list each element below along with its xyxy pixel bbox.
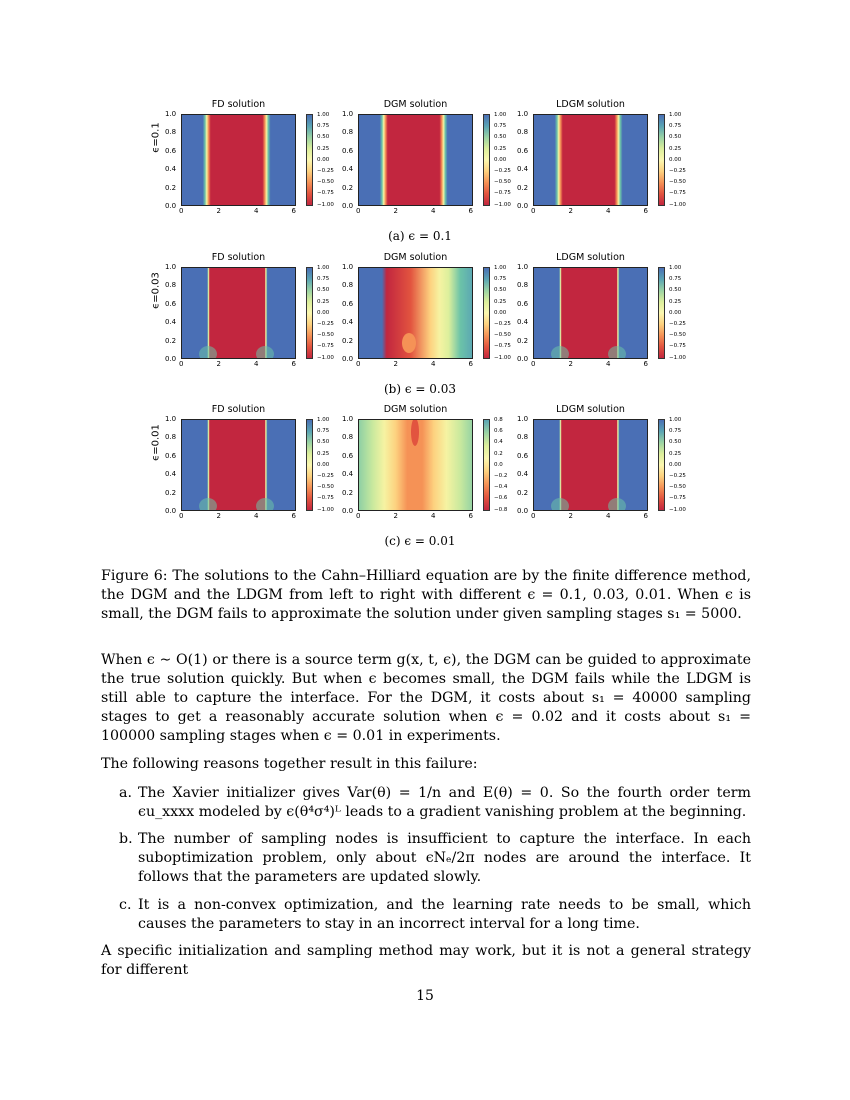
y-tick-label: 0.6 bbox=[342, 299, 354, 308]
y-tick-label: 1.0 bbox=[165, 415, 177, 423]
colorbar-tick-label: 0.50 bbox=[494, 134, 507, 141]
colorbar-tick-label: 0.25 bbox=[494, 145, 507, 152]
panel-title: FD solution bbox=[211, 404, 266, 415]
y-tick-label: 0.8 bbox=[165, 433, 177, 442]
y-tick-label: 0.8 bbox=[342, 281, 354, 290]
colorbar-tick-label: −0.25 bbox=[317, 473, 334, 479]
panel-title: LDGM solution bbox=[556, 252, 625, 263]
list-item-label: a. bbox=[119, 785, 132, 801]
x-tick-label: 6 bbox=[468, 512, 473, 520]
y-tick-label: 0.4 bbox=[517, 165, 529, 174]
y-tick-label: 1.0 bbox=[165, 110, 177, 118]
y-tick-label: 0.8 bbox=[517, 128, 529, 137]
x-tick-label: 0 bbox=[356, 360, 361, 368]
colorbar bbox=[658, 267, 665, 359]
y-tick-label: 0.6 bbox=[165, 299, 177, 308]
subfigure-caption: (c) ϵ = 0.01 bbox=[384, 534, 456, 548]
y-tick-label: 0.8 bbox=[342, 128, 354, 137]
x-tick-label: 0 bbox=[531, 512, 536, 520]
x-tick-label: 2 bbox=[568, 207, 573, 215]
colorbar-tick-label: 0.75 bbox=[494, 123, 507, 130]
colorbar-tick-label: −0.25 bbox=[317, 321, 334, 327]
x-tick-label: 0 bbox=[179, 512, 184, 520]
x-tick-label: 4 bbox=[431, 360, 436, 368]
list-item bbox=[119, 896, 751, 934]
paragraph-2: The following reasons together result in this failure: bbox=[101, 756, 478, 772]
panel-title: LDGM solution bbox=[556, 99, 625, 110]
y-tick-label: 0.6 bbox=[517, 299, 529, 308]
y-tick-label: 0.2 bbox=[517, 488, 529, 497]
colorbar-tick-label: 0.25 bbox=[317, 450, 330, 457]
x-tick-label: 4 bbox=[254, 207, 259, 215]
colorbar-tick-label: 0.6 bbox=[494, 428, 503, 435]
y-tick-label: 0.4 bbox=[165, 470, 177, 479]
x-tick-label: 0 bbox=[531, 360, 536, 368]
y-tick-label: 0.6 bbox=[165, 146, 177, 155]
colorbar-tick-label: 1.00 bbox=[317, 417, 330, 423]
x-tick-label: 4 bbox=[606, 512, 611, 520]
colorbar-tick-label: −1.00 bbox=[494, 354, 511, 361]
colorbar-tick-label: 0.25 bbox=[317, 298, 330, 305]
x-tick-label: 4 bbox=[431, 207, 436, 215]
x-tick-label: 2 bbox=[568, 512, 573, 520]
x-tick-label: 6 bbox=[468, 207, 473, 215]
colorbar-tick-label: 0.25 bbox=[669, 145, 682, 152]
colorbar-tick-label: 0.00 bbox=[669, 309, 682, 316]
colorbar-tick-label: 0.75 bbox=[494, 276, 507, 283]
colorbar-tick-label: −0.50 bbox=[317, 332, 334, 339]
solution-panel bbox=[492, 100, 692, 222]
x-tick-label: 2 bbox=[568, 360, 573, 368]
y-tick-label: 0.2 bbox=[165, 336, 177, 345]
contour-plot bbox=[358, 114, 473, 206]
y-tick-label: 0.8 bbox=[165, 128, 177, 137]
contour-plot bbox=[181, 114, 296, 206]
colorbar-tick-label: 1.00 bbox=[317, 265, 330, 271]
row-ylabel: ϵ=0.03 bbox=[150, 272, 162, 309]
list-item bbox=[119, 784, 751, 822]
colorbar-tick-label: −0.50 bbox=[669, 484, 686, 491]
subfigure-caption: (a) ϵ = 0.1 bbox=[388, 229, 452, 243]
contour-plot bbox=[358, 419, 473, 511]
colorbar-tick-label: 0.00 bbox=[494, 156, 507, 163]
y-tick-label: 0.2 bbox=[342, 488, 354, 497]
row-ylabel: ϵ=0.1 bbox=[150, 122, 162, 153]
y-tick-label: 0.0 bbox=[165, 355, 177, 363]
x-tick-label: 4 bbox=[254, 512, 259, 520]
colorbar-tick-label: 0.25 bbox=[669, 450, 682, 457]
panel-title: DGM solution bbox=[383, 252, 448, 263]
colorbar-tick-label: −0.75 bbox=[669, 343, 686, 350]
y-tick-label: 1.0 bbox=[165, 263, 177, 271]
list-item-label: b. bbox=[119, 831, 133, 847]
contour-plot bbox=[358, 267, 473, 359]
y-tick-label: 0.2 bbox=[165, 183, 177, 192]
solution-panel bbox=[317, 405, 517, 527]
list-item-text: It is a non-convex optimization, and the learning rate needs to be small, which causes the parameters to stay in an incorrect interval for a long time. bbox=[138, 897, 751, 932]
panel-title: FD solution bbox=[211, 99, 266, 110]
solution-panel bbox=[140, 253, 340, 375]
x-tick-label: 0 bbox=[179, 360, 184, 368]
y-tick-label: 0.6 bbox=[165, 451, 177, 460]
x-tick-label: 2 bbox=[216, 512, 221, 520]
solution-panel bbox=[140, 100, 340, 222]
x-tick-label: 0 bbox=[179, 207, 184, 215]
y-tick-label: 0.4 bbox=[342, 318, 354, 327]
colorbar-tick-label: −1.00 bbox=[317, 354, 334, 361]
x-tick-label: 6 bbox=[643, 360, 648, 368]
colorbar-tick-label: 0.00 bbox=[494, 309, 507, 316]
solution-panel bbox=[140, 405, 340, 527]
colorbar-tick-label: 1.00 bbox=[317, 112, 330, 118]
x-tick-label: 0 bbox=[356, 207, 361, 215]
list-item-label: c. bbox=[119, 897, 132, 913]
row-ylabel: ϵ=0.01 bbox=[150, 424, 162, 461]
colorbar-tick-label: −0.75 bbox=[317, 495, 334, 502]
x-tick-label: 0 bbox=[531, 207, 536, 215]
solution-panel bbox=[317, 100, 517, 222]
panel-title: LDGM solution bbox=[556, 404, 625, 415]
y-tick-label: 0.2 bbox=[165, 488, 177, 497]
y-tick-label: 0.8 bbox=[517, 433, 529, 442]
colorbar-tick-label: 0.75 bbox=[669, 123, 682, 130]
list-item bbox=[119, 830, 751, 887]
colorbar-tick-label: −1.00 bbox=[669, 201, 686, 208]
colorbar-tick-label: −0.50 bbox=[317, 179, 334, 186]
x-tick-label: 6 bbox=[643, 512, 648, 520]
colorbar-tick-label: 0.50 bbox=[494, 287, 507, 294]
colorbar-tick-label: −0.75 bbox=[317, 190, 334, 197]
x-tick-label: 2 bbox=[393, 512, 398, 520]
colorbar-tick-label: 0.25 bbox=[317, 145, 330, 152]
x-tick-label: 6 bbox=[468, 360, 473, 368]
colorbar bbox=[483, 267, 490, 359]
colorbar-tick-label: 0.2 bbox=[494, 450, 503, 457]
x-tick-label: 4 bbox=[431, 512, 436, 520]
x-tick-label: 4 bbox=[606, 207, 611, 215]
colorbar-tick-label: 1.00 bbox=[669, 265, 682, 271]
colorbar-tick-label: 0.00 bbox=[669, 461, 682, 468]
colorbar-tick-label: −0.75 bbox=[494, 190, 511, 197]
x-tick-label: 2 bbox=[216, 207, 221, 215]
y-tick-label: 0.6 bbox=[342, 451, 354, 460]
colorbar-tick-label: −1.00 bbox=[669, 354, 686, 361]
y-tick-label: 0.0 bbox=[165, 202, 177, 210]
colorbar-tick-label: 0.50 bbox=[317, 439, 330, 446]
colorbar-tick-label: −0.75 bbox=[494, 343, 511, 350]
y-tick-label: 0.0 bbox=[342, 507, 354, 515]
y-tick-label: 0.2 bbox=[342, 336, 354, 345]
y-tick-label: 1.0 bbox=[342, 415, 354, 423]
y-tick-label: 0.0 bbox=[517, 202, 529, 210]
y-tick-label: 0.8 bbox=[165, 281, 177, 290]
colorbar-tick-label: −0.50 bbox=[317, 484, 334, 491]
x-tick-label: 6 bbox=[643, 207, 648, 215]
subfigure-caption: (b) ϵ = 0.03 bbox=[384, 382, 456, 396]
paragraph-3: A specific initialization and sampling method may work, but it is not a general strategy for different bbox=[101, 943, 751, 978]
y-tick-label: 0.4 bbox=[517, 470, 529, 479]
solution-panel bbox=[492, 405, 692, 527]
colorbar bbox=[306, 114, 313, 206]
figure-6 bbox=[140, 100, 700, 560]
colorbar-tick-label: 1.00 bbox=[669, 417, 682, 423]
colorbar-tick-label: 0.00 bbox=[317, 309, 330, 316]
y-tick-label: 0.4 bbox=[165, 165, 177, 174]
colorbar bbox=[658, 114, 665, 206]
x-tick-label: 6 bbox=[291, 512, 296, 520]
colorbar bbox=[483, 419, 490, 511]
colorbar-tick-label: −0.75 bbox=[669, 190, 686, 197]
colorbar-tick-label: −1.00 bbox=[494, 201, 511, 208]
y-tick-label: 1.0 bbox=[517, 263, 529, 271]
y-tick-label: 0.8 bbox=[517, 281, 529, 290]
colorbar-tick-label: 0.75 bbox=[669, 276, 682, 283]
panel-title: FD solution bbox=[211, 252, 266, 263]
solution-panel bbox=[492, 253, 692, 375]
y-tick-label: 0.2 bbox=[517, 336, 529, 345]
colorbar-tick-label: −0.25 bbox=[494, 321, 511, 327]
colorbar-tick-label: 0.00 bbox=[669, 156, 682, 163]
contour-plot bbox=[181, 267, 296, 359]
y-tick-label: 1.0 bbox=[342, 110, 354, 118]
colorbar-tick-label: −0.25 bbox=[669, 473, 686, 479]
x-tick-label: 2 bbox=[393, 207, 398, 215]
y-tick-label: 0.2 bbox=[342, 183, 354, 192]
colorbar-tick-label: 1.00 bbox=[494, 265, 507, 271]
page-number: 15 bbox=[416, 988, 434, 1004]
y-tick-label: 0.2 bbox=[517, 183, 529, 192]
y-tick-label: 0.6 bbox=[517, 146, 529, 155]
colorbar-tick-label: −0.50 bbox=[669, 179, 686, 186]
colorbar-tick-label: −0.8 bbox=[494, 506, 508, 513]
colorbar-tick-label: 0.75 bbox=[317, 428, 330, 435]
figure-caption: Figure 6: The solutions to the Cahn–Hilliard equation are by the finite difference method, the DGM and the LDGM from left to right with different ϵ = 0.1, 0.03, 0.01. When ϵ is small, the DGM fails to approximate the solution under given sampling stages s₁ = 5000. bbox=[101, 568, 751, 622]
x-tick-label: 6 bbox=[291, 207, 296, 215]
y-tick-label: 0.6 bbox=[342, 146, 354, 155]
y-tick-label: 0.0 bbox=[342, 355, 354, 363]
y-tick-label: 0.8 bbox=[342, 433, 354, 442]
colorbar bbox=[306, 267, 313, 359]
colorbar-tick-label: −0.25 bbox=[317, 168, 334, 174]
colorbar bbox=[306, 419, 313, 511]
dgm-blob bbox=[402, 333, 416, 353]
x-tick-label: 4 bbox=[254, 360, 259, 368]
colorbar-tick-label: −0.50 bbox=[669, 332, 686, 339]
x-tick-label: 6 bbox=[291, 360, 296, 368]
panel-title: DGM solution bbox=[383, 404, 448, 415]
colorbar-tick-label: −0.25 bbox=[494, 168, 511, 174]
colorbar-tick-label: 0.00 bbox=[317, 156, 330, 163]
x-tick-label: 0 bbox=[356, 512, 361, 520]
contour-plot bbox=[533, 419, 648, 511]
paragraph-1: When ϵ ∼ O(1) or there is a source term g(x, t, ϵ), the DGM can be guided to approximate the true solution quickly. But when ϵ becomes small, the DGM fails while the LDGM is still able to capture the interface. For the DGM, it costs about s₁ = 40000 sampling stages to get a reasonably accurate solution when ϵ = 0.02 and it costs about s₁ = 100000 sampling stages when ϵ = 0.01 in experiments. bbox=[101, 652, 751, 744]
colorbar-tick-label: 0.25 bbox=[669, 298, 682, 305]
colorbar-tick-label: −0.75 bbox=[317, 343, 334, 350]
contour-plot bbox=[181, 419, 296, 511]
y-tick-label: 0.4 bbox=[342, 165, 354, 174]
colorbar-tick-label: 0.50 bbox=[669, 287, 682, 294]
y-tick-label: 1.0 bbox=[342, 263, 354, 271]
colorbar-tick-label: 0.75 bbox=[669, 428, 682, 435]
contour-plot bbox=[533, 267, 648, 359]
colorbar-tick-label: 0.00 bbox=[317, 461, 330, 468]
colorbar-tick-label: 0.25 bbox=[494, 298, 507, 305]
colorbar-tick-label: −1.00 bbox=[317, 506, 334, 513]
x-tick-label: 4 bbox=[606, 360, 611, 368]
y-tick-label: 1.0 bbox=[517, 415, 529, 423]
colorbar-tick-label: 0.50 bbox=[317, 287, 330, 294]
colorbar bbox=[483, 114, 490, 206]
colorbar-tick-label: −0.4 bbox=[494, 484, 508, 491]
colorbar-tick-label: −0.75 bbox=[669, 495, 686, 502]
colorbar-tick-label: 1.00 bbox=[494, 112, 507, 118]
contour-plot bbox=[533, 114, 648, 206]
panel-title: DGM solution bbox=[383, 99, 448, 110]
colorbar-tick-label: 0.50 bbox=[317, 134, 330, 141]
y-tick-label: 1.0 bbox=[517, 110, 529, 118]
colorbar-tick-label: 0.75 bbox=[317, 123, 330, 130]
colorbar-tick-label: 0.0 bbox=[494, 461, 503, 468]
colorbar-tick-label: −1.00 bbox=[317, 201, 334, 208]
colorbar-tick-label: −0.2 bbox=[494, 473, 508, 479]
list-item-text: The number of sampling nodes is insufficient to capture the interface. In each suboptimization problem, only about ϵNₑ/2π nodes are around the interface. It follows that the parameters are updated slowly. bbox=[138, 831, 751, 885]
y-tick-label: 0.6 bbox=[517, 451, 529, 460]
y-tick-label: 0.4 bbox=[342, 470, 354, 479]
colorbar-tick-label: −0.25 bbox=[669, 321, 686, 327]
colorbar-tick-label: −1.00 bbox=[669, 506, 686, 513]
y-tick-label: 0.0 bbox=[165, 507, 177, 515]
colorbar-tick-label: −0.50 bbox=[494, 179, 511, 186]
colorbar-tick-label: 0.8 bbox=[494, 417, 503, 423]
colorbar-tick-label: −0.50 bbox=[494, 332, 511, 339]
colorbar-tick-label: 1.00 bbox=[669, 112, 682, 118]
y-tick-label: 0.4 bbox=[165, 318, 177, 327]
y-tick-label: 0.0 bbox=[517, 355, 529, 363]
y-tick-label: 0.4 bbox=[517, 318, 529, 327]
colorbar-tick-label: −0.25 bbox=[669, 168, 686, 174]
list-item-text: The Xavier initializer gives Var(θ) = 1/n and E(θ) = 0. So the fourth order term ϵu_xxxx modeled by ϵ(θ⁴σ⁴)ᴸ leads to a gradient vanishing problem at the beginning. bbox=[138, 785, 751, 820]
x-tick-label: 2 bbox=[393, 360, 398, 368]
colorbar-tick-label: 0.4 bbox=[494, 439, 503, 446]
colorbar-tick-label: 0.50 bbox=[669, 439, 682, 446]
y-tick-label: 0.0 bbox=[517, 507, 529, 515]
colorbar bbox=[658, 419, 665, 511]
y-tick-label: 0.0 bbox=[342, 202, 354, 210]
colorbar-tick-label: 0.50 bbox=[669, 134, 682, 141]
colorbar-tick-label: 0.75 bbox=[317, 276, 330, 283]
solution-panel bbox=[317, 253, 517, 375]
colorbar-tick-label: −0.6 bbox=[494, 495, 508, 502]
x-tick-label: 2 bbox=[216, 360, 221, 368]
